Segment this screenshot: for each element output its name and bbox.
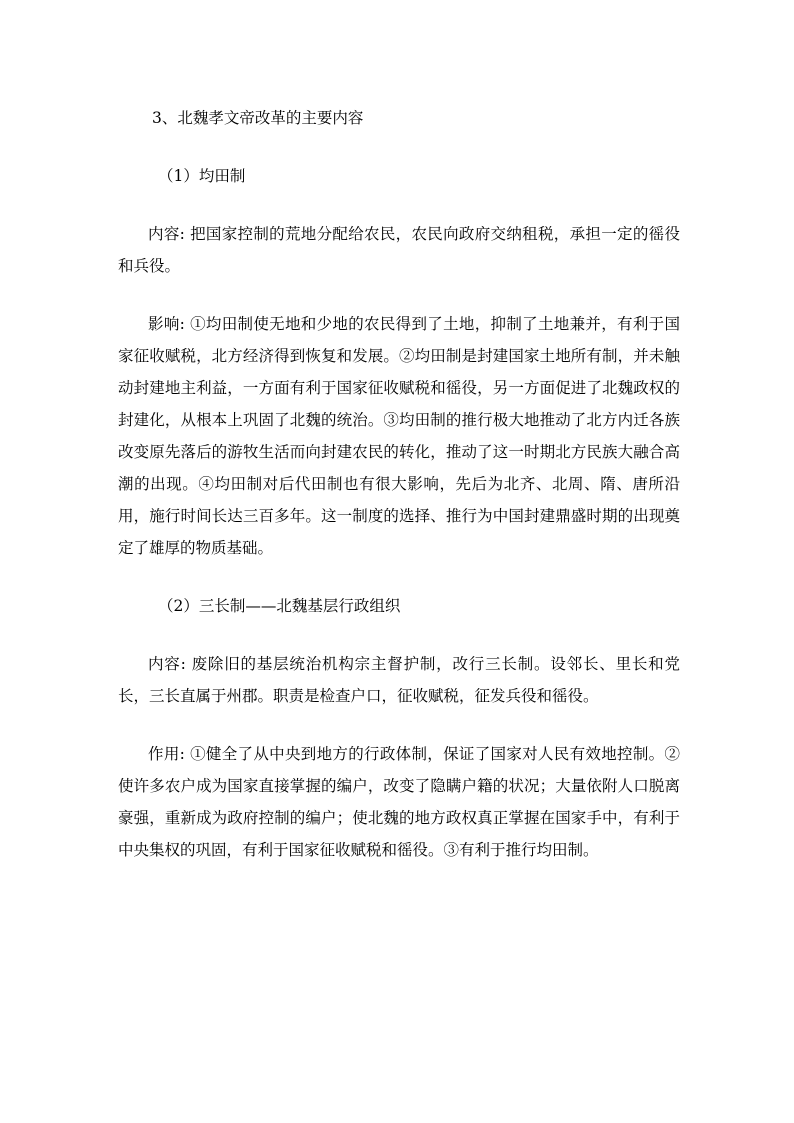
part1-impact-label: 影响:: [148, 315, 185, 333]
part2-content-text: 废除旧的基层统治机构宗主督护制，改行三长制。设邻长、里长和党长，三长直属于州郡。职责是检查户口，征收赋税，征发兵役和徭役。: [118, 655, 680, 705]
part1-impact-text: ①均田制使无地和少地的农民得到了土地，抑制了土地兼并，有利于国家征收赋税，北方经济得到恢复和发展。②均田制是封建国家土地所有制，并未触动封建地主利益，一方面有利于国家征收赋税和徭役，另一方面促进了北魏政权的封建化，从根本上巩固了北魏的统治。③均田制的推行极大地推动了北方内迁各族改变原先落后的游牧生活而向封建农民的转化，推动了这一时期北方民族大融合高潮的出现。④均田制对后代田制也有很大影响，先后为北齐、北周、隋、唐所沿用，施行时间长达三百多年。这一制度的选择、推行为中国封建鼎盛时期的出现奠定了雄厚的物质基础。: [118, 315, 680, 557]
section-title: 3、北魏孝文帝改革的主要内容: [152, 109, 364, 127]
part1-title: （1）均田制: [158, 167, 246, 185]
document-body: [118, 102, 680, 892]
part2-title: （2）三长制——北魏基层行政组织: [158, 597, 401, 615]
part2-content-label: 内容:: [148, 655, 186, 673]
part1-content-paragraph: [118, 218, 680, 282]
part2-effect-label: 作用:: [148, 745, 185, 763]
part1-content-text: 把国家控制的荒地分配给农民，农民向政府交纳租税，承担一定的徭役和兵役。: [118, 225, 680, 275]
part2-effect-text: ①健全了从中央到地方的行政体制，保证了国家对人民有效地控制。②使许多农户成为国家直接掌握的编户，改变了隐瞒户籍的状况；大量依附人口脱离豪强，重新成为政府控制的编户；使北魏的地方政权真正掌握在国家手中，有利于中央集权的巩固，有利于国家征收赋税和徭役。③有利于推行均田制。: [118, 745, 680, 859]
part2-effect-paragraph: [118, 738, 680, 866]
part1-impact-paragraph: [118, 308, 680, 564]
part2-content-paragraph: [118, 648, 680, 712]
part1-content-label: 内容:: [148, 225, 185, 243]
